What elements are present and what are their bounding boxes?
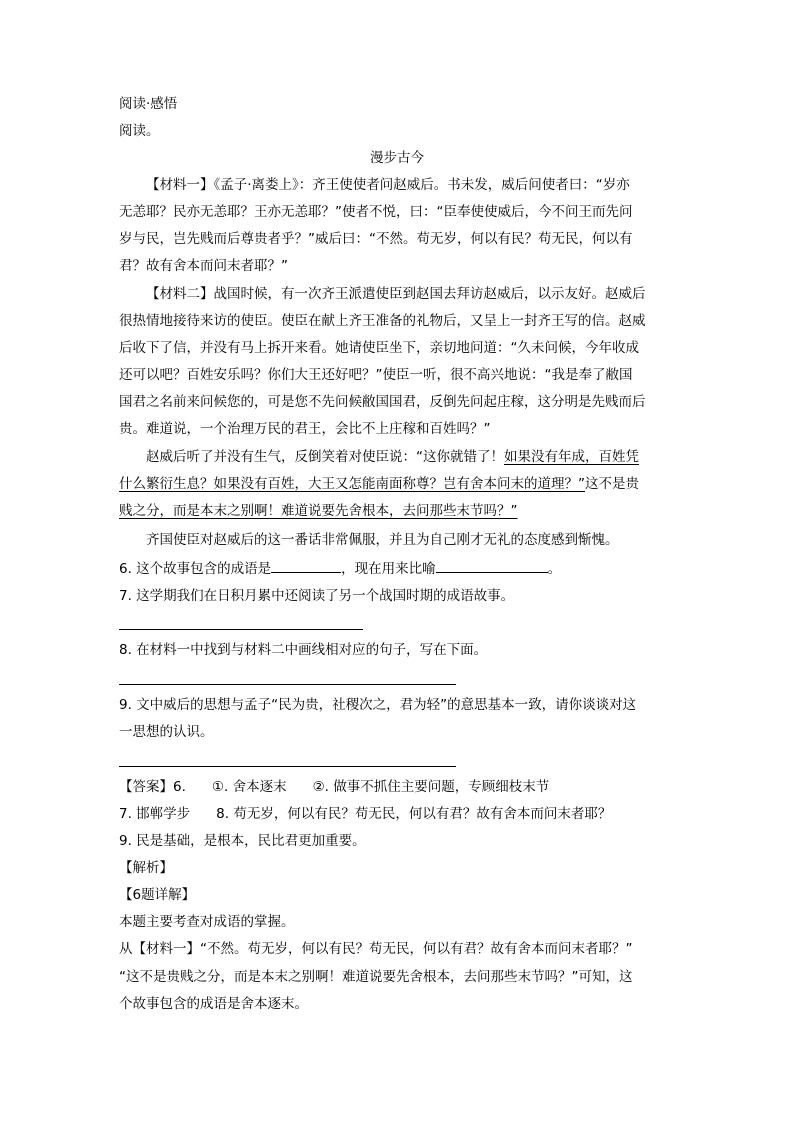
underlined-sentence: 如果没有年成，百姓凭 — [504, 449, 639, 465]
material-two-line: 贵。难道说，一个治理万民的君王，会比不上庄稼和百姓吗？” — [119, 421, 491, 437]
question-9: 9. 文中威后的思想与孟子“民为贵，社稷次之，君为轻”的意思基本一致，请你谈谈对这 — [119, 697, 637, 713]
plain-text: 这不是贵 — [585, 476, 639, 492]
answer-line-9: 9. 民是基础，是根本，民比君更加重要。 — [119, 833, 366, 849]
analysis-label: 【解析】 — [119, 860, 173, 876]
analysis-line: 从【材料一】“不然。苟无岁，何以有民？苟无民，何以有君？故有舍本而问末者耶？” — [119, 941, 633, 957]
question-7: 7. 这学期我们在日积月累中还阅读了另一个战国时期的成语故事。 — [119, 588, 515, 604]
material-one-line: 无恙耶？民亦无恙耶？王亦无恙耶？”使者不悦，曰：“臣奉使使威后，今不问王而先问 — [119, 204, 633, 220]
material-two-line — [146, 448, 639, 466]
material-two-line: 国君之名前来问候您的，可是您不先问候敝国国君，反倒先问起庄稼，这分明是先贱而后 — [119, 394, 646, 410]
answer-item: ①. 舍本逐末 — [211, 779, 287, 795]
answer-blank[interactable] — [436, 559, 548, 573]
answer-line[interactable] — [119, 684, 456, 685]
answer-blank[interactable] — [271, 559, 341, 573]
material-two-line: 还可以吧？百姓安乐吗？你们大王还好吧？”使臣一听，很不高兴地说：“我是奉了敝国 — [119, 367, 633, 383]
instruction: 阅读。 — [119, 123, 160, 139]
material-two-line — [119, 475, 639, 493]
answer-line[interactable] — [119, 629, 363, 630]
question-8: 8. 在材料一中找到与材料二中画线相对应的句子，写在下面。 — [119, 642, 488, 658]
analysis-line: 本题主要考查对成语的掌握。 — [119, 914, 295, 930]
analysis-line: 个故事包含的成语是舍本逐末。 — [119, 996, 308, 1012]
material-two-line: 【材料二】战国时候，有一次齐王派遣使臣到赵国去拜访赵威后，以示友好。赵威后 — [146, 286, 646, 302]
material-one-line: 岁与民，岂先贱而后尊贵者乎？”威后曰：“不然。苟无岁，何以有民？苟无民，何以有 — [119, 231, 633, 247]
answer-item: 7. 邯郸学步 — [119, 806, 191, 822]
material-one-line: 君？故有舍本而问末者耶？” — [119, 258, 288, 274]
underlined-sentence: 什么繁衍生息？如果没有百姓，大王又怎能南面称尊？岂有舍本问末的道理？” — [119, 476, 585, 492]
question-6 — [119, 559, 561, 578]
section-title: 阅读·感悟 — [119, 96, 178, 112]
analysis-sub-label: 【6题详解】 — [119, 887, 196, 903]
answer-line-7-8 — [119, 805, 611, 823]
material-two-line: 后收下了信，并没有马上拆开来看。她请使臣坐下，亲切地问道：“久未问候，今年收成 — [119, 340, 639, 356]
answer-item: ②. 做事不抓住主要问题，专顾细枝末节 — [312, 779, 550, 795]
question-text: 。 — [547, 561, 562, 577]
material-one-line: 【材料一】《孟子·离娄上》：齐王使使者问赵威后。书未发，威后问使者曰：“岁亦 — [146, 177, 630, 193]
plain-text: 赵威后听了并没有生气，反倒笑着对使臣说：“这你就错了！ — [146, 449, 504, 465]
passage-title: 漫步古今 — [370, 150, 424, 166]
question-text: ，现在用来比喻 — [341, 561, 436, 577]
question-text: 6. 这个故事包含的成语是 — [119, 561, 272, 577]
material-two-line — [119, 502, 518, 520]
question-9: 一思想的认识。 — [119, 724, 214, 740]
material-two-line: 很热情地接待来访的使臣。使臣在献上齐王准备的礼物后，又呈上一封齐王写的信。赵威 — [119, 313, 646, 329]
answer-label: 【答案】6. — [119, 779, 186, 795]
underlined-sentence: 贱之分，而是本末之别啊！难道说要先舍根本，去问那些末节吗？” — [119, 503, 518, 519]
answer-line[interactable] — [119, 766, 456, 767]
material-two-line: 齐国使臣对赵威后的这一番话非常佩服，并且为自己刚才无礼的态度感到惭愧。 — [146, 532, 619, 548]
analysis-line: “这不是贵贱之分，而是本末之别啊！难道说要先舍根本，去问那些末节吗？”可知，这 — [119, 969, 633, 985]
answer-line-6 — [119, 778, 549, 796]
answer-item: 8. 苟无岁，何以有民？苟无民，何以有君？故有舍本而问末者耶？ — [216, 806, 612, 822]
